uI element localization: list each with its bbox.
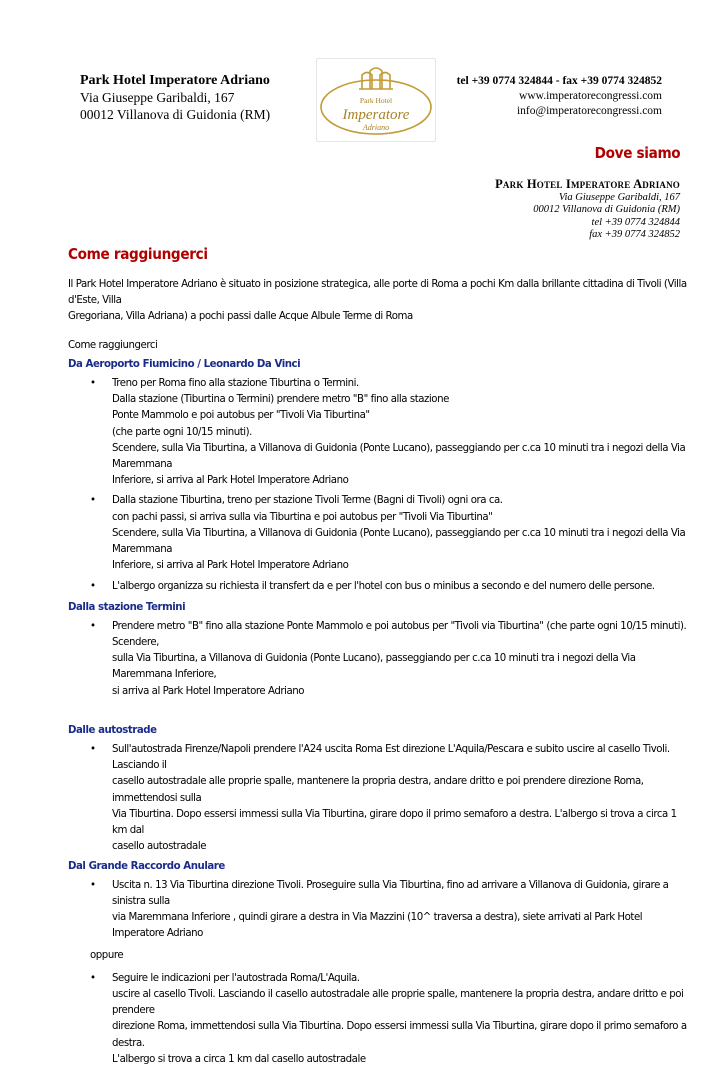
hotel-name: Park Hotel Imperatore Adriano bbox=[80, 73, 270, 88]
logo-text-park-hotel: Park Hotel bbox=[359, 96, 393, 105]
gra-list bbox=[68, 878, 688, 943]
hotel-header-address bbox=[80, 72, 270, 123]
gra-alt-list bbox=[68, 971, 688, 1068]
list-line: Seguire le indicazioni per l'autostrada Roma/L'Aquila. bbox=[112, 972, 360, 984]
list-line: L'albergo si trova a circa 1 km dal casello autostradale bbox=[112, 1053, 366, 1065]
list-line: direzione Roma, immettendosi sulla Via Tiburtina. Dopo essersi immessi sulla Via Tiburtina, girare dopo il primo semaforo a destra. bbox=[112, 1021, 687, 1049]
list-line: via Maremmana Inferiore , quindi girare a destra in Via Mazzini (10^ traversa a destra), siete arrivati al Park Hotel Imperatore Adriano bbox=[112, 912, 643, 940]
list-line: Dalla stazione (Tiburtina o Termini) prendere metro "B" fino alla stazione bbox=[112, 394, 449, 406]
dove-siamo-title: Dove siamo bbox=[594, 144, 680, 162]
list-line: Sull'autostrada Firenze/Napoli prendere l'A24 uscita Roma Est direzione L'Aquila/Pescara e subito uscire al casello Tivoli. Lasciando il bbox=[112, 744, 670, 772]
address-street: Via Giuseppe Garibaldi, 167 bbox=[558, 191, 680, 203]
intro-subtitle: Come raggiungerci bbox=[68, 339, 158, 351]
hotel-logo bbox=[316, 58, 436, 142]
list-line: sulla Via Tiburtina, a Villanova di Guidonia (Ponte Lucano), passeggiando per c.ca 10 minuti tra i negozi della Via Maremmana Inferiore, bbox=[112, 653, 636, 681]
list-item bbox=[68, 493, 688, 574]
autostrade-list bbox=[68, 742, 688, 855]
list-line: L'albergo organizza su richiesta il transfert da e per l'hotel con bus o minibus a secondo e del numero delle persone. bbox=[112, 581, 655, 593]
bullet-icon: • bbox=[90, 581, 96, 593]
termini-list bbox=[68, 619, 688, 700]
list-line: Ponte Mammolo e poi autobus per "Tivoli Via Tiburtina" bbox=[112, 410, 370, 422]
list-line: Via Tiburtina. Dopo essersi immessi sulla Via Tiburtina, girare dopo il primo semaforo a destra. L'albergo si trova a circa 1 km dal bbox=[112, 808, 677, 837]
list-line: Uscita n. 13 Via Tiburtina direzione Tivoli. Proseguire sulla Via Tiburtina, fino ad arrivare a Villanova di Guidonia, girare a sinistra sulla bbox=[112, 879, 669, 907]
address-hotel-name: Park Hotel Imperatore Adriano bbox=[495, 177, 680, 191]
header-phone-fax: tel +39 0774 324844 - fax +39 0774 324852 bbox=[456, 75, 662, 87]
logo-emblem bbox=[317, 59, 435, 141]
list-line: Prendere metro "B" fino alla stazione Ponte Mammolo e poi autobus per "Tivoli via Tiburtina" (che parte ogni 10/15 minuti). Scendere, bbox=[112, 620, 687, 649]
header-contacts bbox=[457, 74, 662, 119]
directions-body bbox=[68, 277, 688, 1068]
list-line: (che parte ogni 10/15 minuti). bbox=[112, 426, 252, 438]
section-title-aeroporto: Da Aeroporto Fiumicino / Leonardo Da Vinci bbox=[68, 358, 301, 370]
hotel-city: 00012 Villanova di Guidonia (RM) bbox=[80, 107, 271, 122]
address-tel: tel +39 0774 324844 bbox=[591, 216, 680, 228]
list-item bbox=[68, 579, 688, 595]
section-title-termini: Dalla stazione Termini bbox=[68, 601, 186, 613]
list-item bbox=[68, 619, 688, 700]
list-item bbox=[68, 878, 688, 943]
bullet-icon: • bbox=[90, 620, 96, 632]
list-line: casello autostradale bbox=[112, 841, 207, 853]
section-title-gra: Dal Grande Raccordo Anulare bbox=[68, 860, 225, 872]
list-line: Scendere, sulla Via Tiburtina, a Villanova di Guidonia (Ponte Lucano), passeggiando per c.ca 10 minuti tra i negozi della Via Maremmana bbox=[112, 442, 686, 471]
list-line: uscire al casello Tivoli. Lasciando il casello autostradale alle proprie spalle, mantenere la propria destra, andare dritto e poi prendere bbox=[112, 988, 684, 1017]
intro-line-2: Gregoriana, Villa Adriana) a pochi passi dalle Acque Albule Terme di Roma bbox=[68, 311, 413, 323]
aeroporto-list bbox=[68, 376, 688, 596]
list-line: Treno per Roma fino alla stazione Tiburtina o Termini. bbox=[112, 378, 359, 390]
header-website[interactable]: www.imperatorecongressi.com bbox=[519, 90, 662, 102]
list-line: Inferiore, si arriva al Park Hotel Imperatore Adriano bbox=[112, 475, 349, 487]
intro-line-1: Il Park Hotel Imperatore Adriano è situato in posizione strategica, alle porte di Roma a pochi Km dalla brillante cittadina di Tivoli (Villa d'Este, Villa bbox=[68, 279, 687, 307]
list-line: casello autostradale alle proprie spalle, mantenere la propria destra, andare dritto e poi prendere direzione Roma, immettendosi sulla bbox=[112, 776, 644, 804]
bullet-icon: • bbox=[90, 972, 96, 984]
bullet-icon: • bbox=[90, 495, 96, 507]
list-item bbox=[68, 376, 688, 489]
list-item bbox=[68, 742, 688, 855]
list-line: Inferiore, si arriva al Park Hotel Imperatore Adriano bbox=[112, 560, 349, 572]
dove-siamo-address bbox=[495, 178, 680, 242]
address-fax: fax +39 0774 324852 bbox=[589, 229, 680, 240]
hotel-street: Via Giuseppe Garibaldi, 167 bbox=[80, 90, 235, 105]
section-title-autostrade: Dalle autostrade bbox=[68, 724, 157, 736]
header-email[interactable]: info@imperatorecongressi.com bbox=[516, 105, 662, 117]
bullet-icon: • bbox=[90, 378, 96, 390]
logo-text-imperatore: Imperatore bbox=[342, 107, 410, 123]
list-line: si arriva al Park Hotel Imperatore Adriano bbox=[112, 685, 305, 697]
come-raggiungerci-title: Come raggiungerci bbox=[68, 245, 208, 263]
bullet-icon: • bbox=[90, 744, 96, 756]
logo-text-adriano: Adriano bbox=[362, 123, 390, 132]
list-line: Scendere, sulla Via Tiburtina, a Villanova di Guidonia (Ponte Lucano), passeggiando per c.ca 10 minuti tra i negozi della Via Maremmana bbox=[112, 527, 686, 556]
list-item bbox=[68, 971, 688, 1068]
address-city: 00012 Villanova di Guidonia (RM) bbox=[533, 204, 680, 215]
bullet-icon: • bbox=[90, 879, 96, 891]
list-line: Dalla stazione Tiburtina, treno per stazione Tivoli Terme (Bagni di Tivoli) ogni ora ca. bbox=[112, 495, 503, 507]
list-line: con pachi passi, si arriva sulla via Tiburtina e poi autobus per "Tivoli Via Tiburtina" bbox=[112, 511, 493, 523]
oppure-text: oppure bbox=[90, 949, 124, 961]
